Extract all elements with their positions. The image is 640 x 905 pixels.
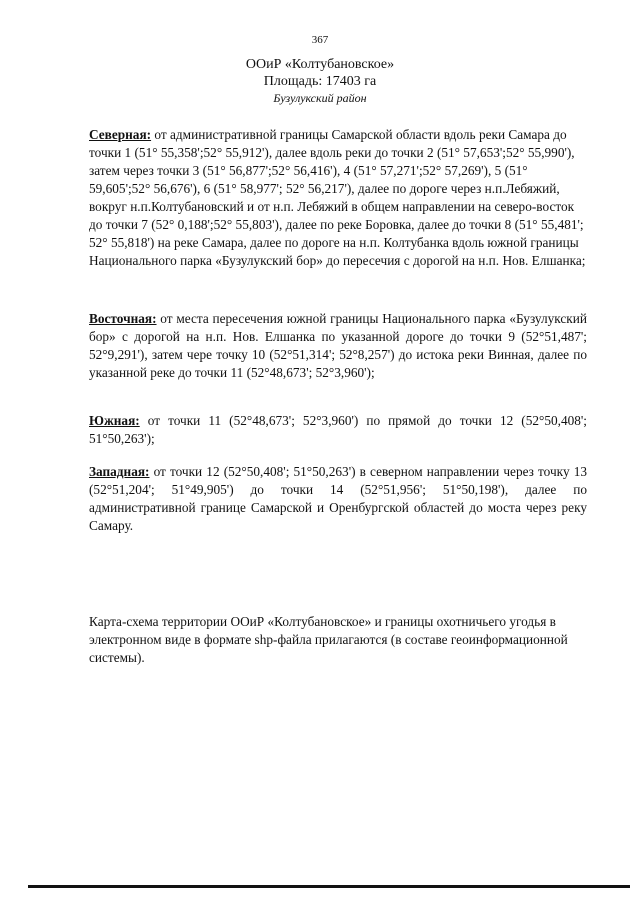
east-boundary-label: Восточная: bbox=[89, 311, 157, 326]
bottom-rule bbox=[28, 885, 630, 888]
map-note-paragraph: Карта-схема территории ООиР «Колтубановское» и границы охотничьего угодья в электронном виде в формате shp-файла прилагаются (в составе геоинформационной системы). bbox=[89, 614, 568, 665]
west-boundary-paragraph bbox=[89, 463, 587, 535]
east-boundary-paragraph bbox=[89, 310, 587, 382]
document-header bbox=[0, 56, 640, 106]
org-title: ООиР «Колтубановское» bbox=[245, 57, 395, 72]
area-line: Площадь: 17403 га bbox=[263, 74, 377, 89]
east-boundary-text: от места пересечения южной границы Национального парка «Бузулукский бор» с дорогой на н.п. Нов. Елшанка по указанной дороге до точки 9 (52°51,487'; 52°9,291'), затем чере точку 10 (52°51,314'; 52°8,257') до истока реки Винная, далее по указанной реке до точки 11 (52°48,673'; 52°3,960'); bbox=[89, 311, 587, 380]
north-boundary-text: от административной границы Самарской области вдоль реки Самара до точки 1 (51° 55,358';52° 55,912'), далее вдоль реки до точки 2 (51° 57,653';52° 55,990'), затем через точки 3 (51° 56,877';52° 56,416'), 4 (51° 57,271';52° 57,269'), 5 (51° 59,605';52° 56,676'), 6 (51° 58,977'; 52° 56,217'), далее по дороге через н.п.Лебяжий, вокруг н.п.Колтубановский и от н.п. Лебяжий в общем направлении на северо-восток до точки 7 (52° 0,188';52° 55,803'), далее по реке Боровка, далее до точки 8 (51° 55,481'; 52° 55,818') на реке Самара, далее по дороге на н.п. Колтубанка вдоль южной границы Национального парка «Бузулукский бор» до пересечия с дорогой на н.п. Нов. Елшанка; bbox=[89, 127, 586, 268]
west-boundary-text: от точки 12 (52°50,408'; 51°50,263') в северном направлении через точку 13 (52°51,204'; 51°49,905') до точки 14 (52°51,956'; 51°50,198'), далее по административной границе Самарской и Оренбургской областей до моста через реку Самару. bbox=[89, 464, 587, 533]
page-number: 367 bbox=[311, 34, 329, 46]
south-boundary-text: от точки 11 (52°48,673'; 52°3,960') по прямой до точки 12 (52°50,408'; 51°50,263'); bbox=[89, 413, 587, 446]
district-line: Бузулукский район bbox=[273, 91, 367, 105]
west-boundary-label: Западная: bbox=[89, 464, 150, 479]
south-boundary-paragraph bbox=[89, 412, 587, 448]
north-boundary-paragraph bbox=[89, 126, 587, 270]
south-boundary-label: Южная: bbox=[89, 413, 140, 428]
north-boundary-label: Северная: bbox=[89, 127, 152, 142]
